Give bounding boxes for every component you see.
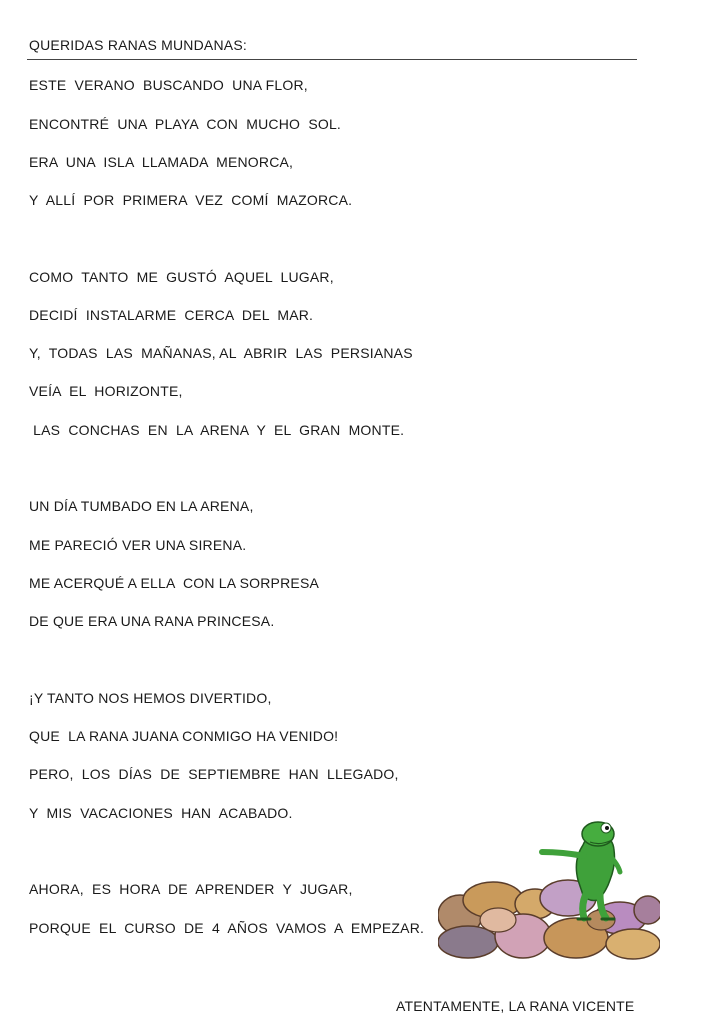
poem-line: Y MIS VACACIONES HAN ACABADO. [29,805,293,821]
poem-line: COMO TANTO ME GUSTÓ AQUEL LUGAR, [29,269,334,285]
poem-line: UN DÍA TUMBADO EN LA ARENA, [29,498,254,514]
salutation: QUERIDAS RANAS MUNDANAS: [29,37,247,53]
poem-line: DE QUE ERA UNA RANA PRINCESA. [29,613,275,629]
poem-line: ENCONTRÉ UNA PLAYA CON MUCHO SOL. [29,116,342,132]
poem-line: ME ACERQUÉ A ELLA CON LA SORPRESA [29,575,320,591]
poem-line: VEÍA EL HORIZONTE, [29,383,183,399]
poem-line: AHORA, ES HORA DE APRENDER Y JUGAR, [29,881,353,897]
poem-line: LAS CONCHAS EN LA ARENA Y EL GRAN MONTE. [29,422,405,438]
poem-line: Y, TODAS LAS MAÑANAS, AL ABRIR LAS PERSIANAS [29,345,413,361]
poem-line: Y ALLÍ POR PRIMERA VEZ COMÍ MAZORCA. [29,192,353,208]
frog-on-rocks-illustration [438,820,660,960]
rocks-pile [438,880,660,959]
heading-rule [27,59,637,60]
poem-line: ERA UNA ISLA LLAMADA MENORCA, [29,154,294,170]
poem-line: QUE LA RANA JUANA CONMIGO HA VENIDO! [29,728,339,744]
poem-line: PERO, LOS DÍAS DE SEPTIEMBRE HAN LLEGADO, [29,766,399,782]
poem-line: ESTE VERANO BUSCANDO UNA FLOR, [29,77,308,93]
poem-line: DECIDÍ INSTALARME CERCA DEL MAR. [29,307,314,323]
signature: ATENTAMENTE, LA RANA VICENTE [396,998,635,1014]
poem-line: PORQUE EL CURSO DE 4 AÑOS VAMOS A EMPEZAR. [29,920,425,936]
poem-line: ME PARECIÓ VER UNA SIRENA. [29,537,247,553]
poem-line: ¡Y TANTO NOS HEMOS DIVERTIDO, [29,690,272,706]
